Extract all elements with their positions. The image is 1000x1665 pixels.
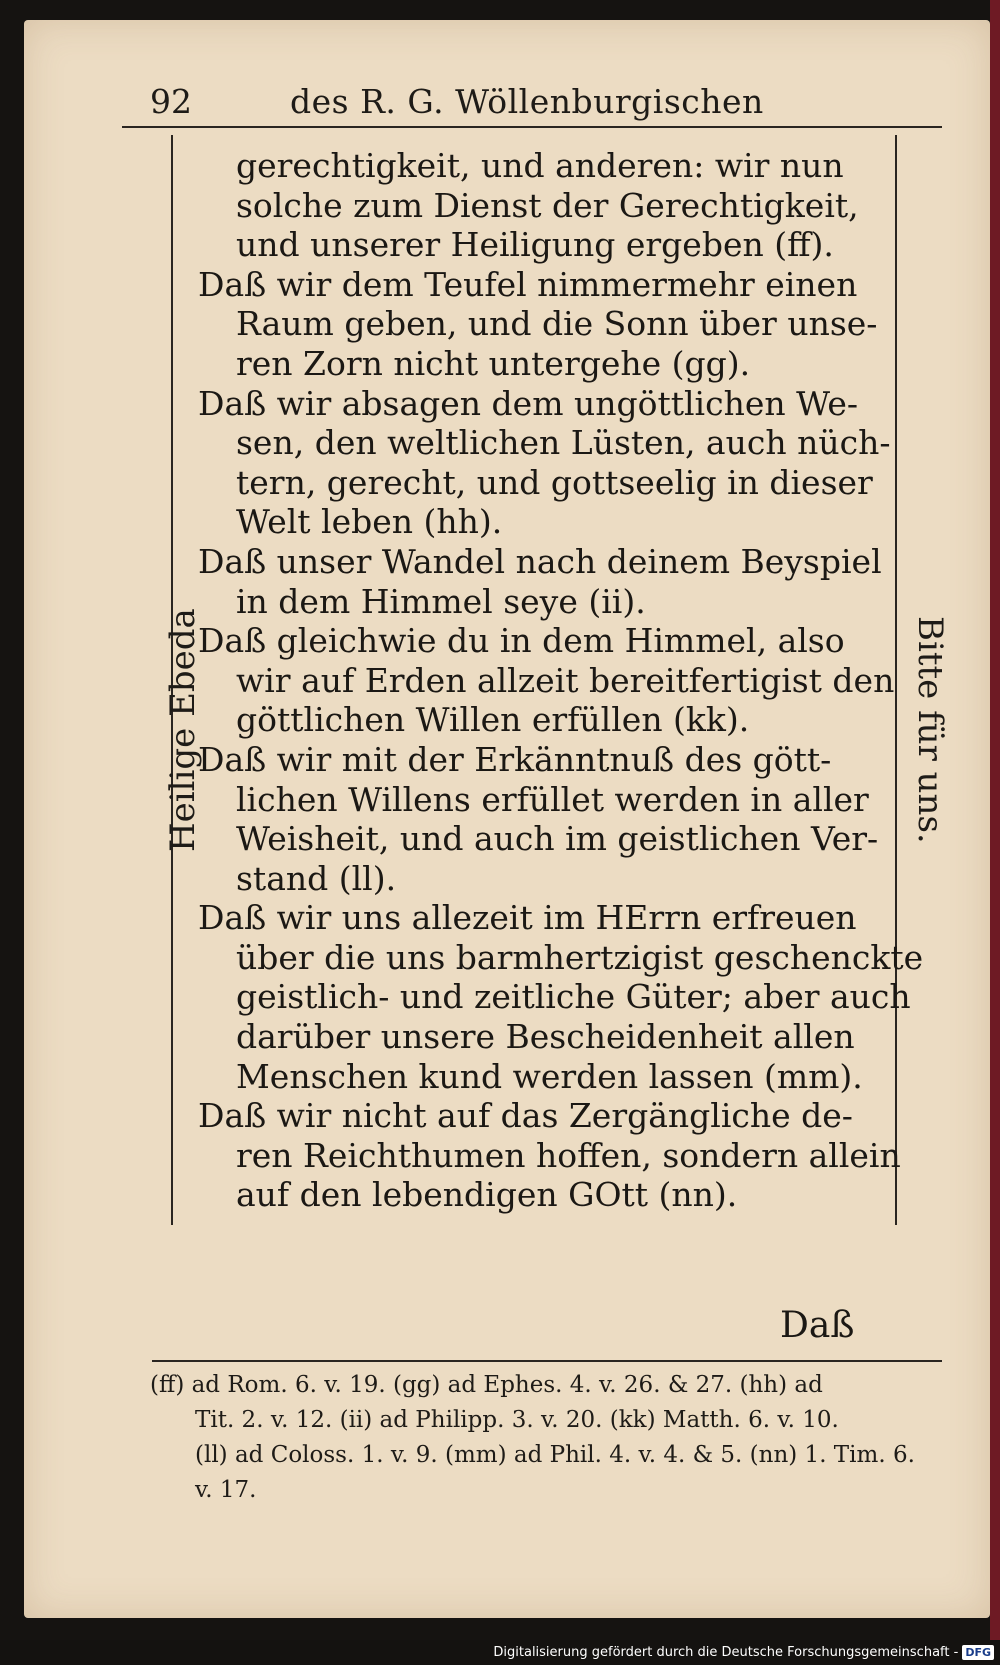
text-line: wir auf Erden allzeit bereitfertigist den (236, 660, 895, 700)
head-rule (122, 126, 942, 128)
text-line: sen, den weltlichen Lüsten, auch nüch- (236, 423, 891, 463)
text-line: Daß wir absagen dem ungöttlichen We- (198, 383, 859, 423)
main-text (198, 146, 924, 1215)
footnote-line: Tit. 2. v. 12. (ii) ad Philipp. 3. v. 20. (kk) Matth. 6. v. 10. (195, 1407, 839, 1433)
text-line: über die uns barmhertzigist geschenckte (236, 937, 924, 977)
footnote-line: (ff) ad Rom. 6. v. 19. (gg) ad Ephes. 4. v. 26. & 27. (hh) ad (150, 1372, 823, 1398)
text-line: Raum geben, und die Sonn über unse- (236, 304, 878, 344)
text-line: darüber unsere Bescheidenheit allen (236, 1017, 855, 1057)
footnote-rule (152, 1360, 942, 1362)
dfg-logo: DFG (962, 1645, 994, 1660)
text-line: Daß gleichwie du in dem Himmel, also (198, 621, 845, 661)
running-head (120, 78, 940, 124)
text-line: und unserer Heiligung ergeben (ff). (236, 225, 834, 265)
catchword: Daß (780, 1305, 855, 1346)
text-line: Daß wir mit der Erkänntnuß des gött- (198, 739, 832, 779)
text-line: stand (ll). (236, 858, 397, 898)
credit-text: Digitalisierung gefördert durch die Deutsche Forschungsgemeinschaft - (493, 1644, 959, 1660)
footnotes (150, 1368, 950, 1508)
text-line: ren Zorn nicht untergehe (gg). (236, 343, 751, 383)
text-line: gerechtigkeit, und anderen: wir nun (236, 146, 844, 185)
text-line: Weisheit, und auch im geistlichen Ver- (236, 819, 879, 859)
page-number: 92 (150, 82, 192, 121)
text-line: lichen Willens erfüllet werden in aller (236, 779, 869, 819)
text-line: geistlich- und zeitliche Güter; aber auch (236, 977, 911, 1017)
margin-note-right: Bitte für uns. (910, 616, 950, 844)
text-line: Daß unser Wandel nach deinem Beyspiel (198, 541, 882, 581)
footnote-line: v. 17. (195, 1477, 257, 1503)
footnote-line: (ll) ad Coloss. 1. v. 9. (mm) ad Phil. 4. v. 4. & 5. (nn) 1. Tim. 6. (195, 1442, 915, 1468)
margin-note-left-text: Heilige Ebeda (163, 608, 203, 852)
credit-bar (493, 1642, 994, 1662)
text-line: Menschen kund werden lassen (mm). (236, 1056, 863, 1096)
text-line: göttlichen Willen erfüllen (kk). (236, 700, 750, 740)
text-line: ren Reichthumen hoffen, sondern allein (236, 1135, 901, 1175)
margin-note-left (163, 600, 203, 860)
text-line: Daß wir uns allezeit im HErrn erfreuen (198, 898, 857, 938)
book-edge (990, 0, 1000, 1640)
running-title: des R. G. Wöllenburgischen (290, 82, 764, 121)
right-bracket (895, 135, 897, 1225)
text-line: auf den lebendigen GOtt (nn). (236, 1175, 738, 1215)
text-line: Welt leben (hh). (236, 502, 503, 542)
text-line: in dem Himmel seye (ii). (236, 581, 646, 621)
text-line: Daß wir nicht auf das Zergängliche de- (198, 1096, 853, 1136)
text-line: tern, gerecht, und gottseelig in dieser (236, 462, 873, 502)
text-line: solche zum Dienst der Gerechtigkeit, (236, 185, 859, 225)
text-line: Daß wir dem Teufel nimmermehr einen (198, 264, 858, 304)
